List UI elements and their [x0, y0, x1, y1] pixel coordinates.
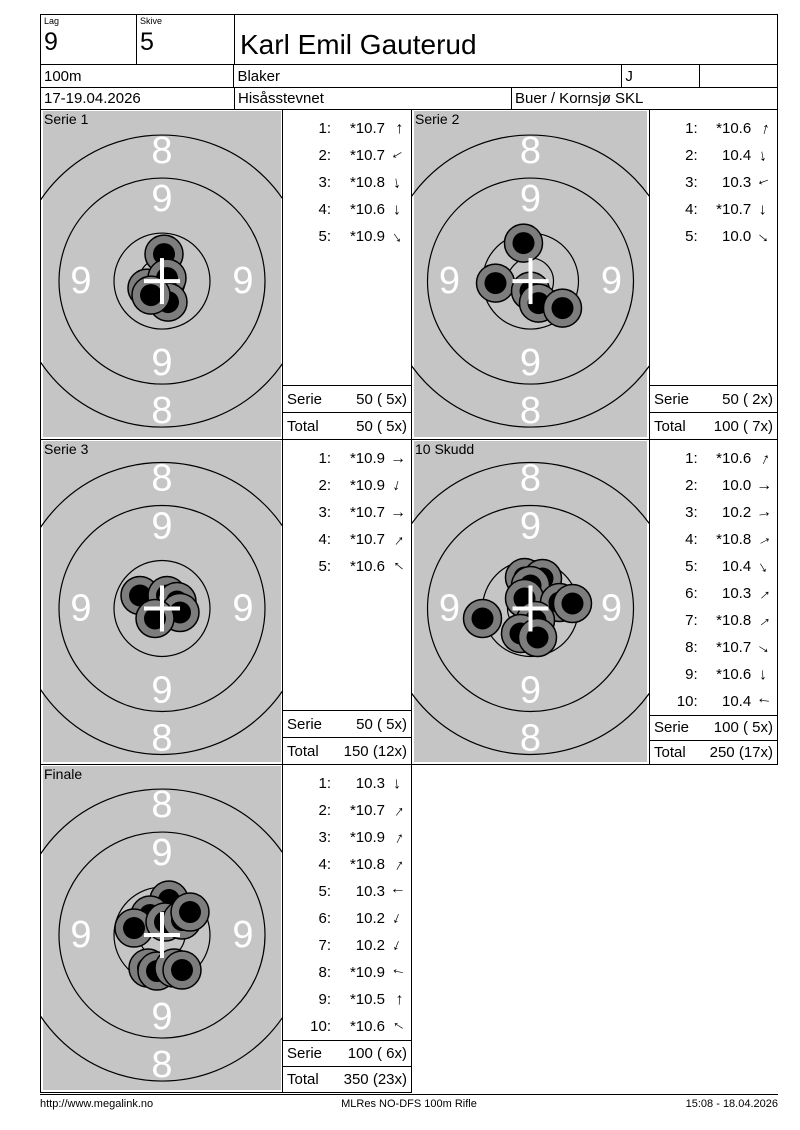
skive-value: 5: [140, 28, 154, 56]
sheet: [40, 14, 778, 1110]
shot-value: *10.6: [716, 450, 752, 467]
shot-value: *10.7: [716, 201, 752, 218]
shot-row: [283, 499, 411, 526]
shot-row: [650, 688, 777, 715]
arrow-icon: →: [753, 118, 774, 139]
shot-direction-arrow: [385, 826, 411, 849]
shot-number: 10:: [676, 693, 698, 710]
ring-number: 9: [151, 996, 173, 1039]
shot-rows: [650, 440, 777, 715]
shot-direction-arrow: [385, 775, 411, 792]
lag-label: Lag: [44, 16, 60, 26]
arrow-icon: →: [387, 908, 410, 930]
total-summary-row-value: 100 ( 7x): [713, 417, 773, 435]
shot-direction-arrow: [385, 504, 411, 521]
shot-number: 5:: [318, 558, 331, 575]
shot-row: [283, 770, 411, 797]
ring-number: 9: [232, 914, 254, 957]
arrow-icon: →: [387, 145, 410, 168]
ring-number: 9: [151, 342, 173, 385]
total-summary-row: [283, 412, 411, 439]
serie-summary-row-label: Serie: [287, 715, 323, 733]
shot-value: 10.2: [355, 910, 385, 927]
shot-number: 4:: [318, 531, 331, 548]
shot-value: *10.7: [716, 639, 752, 656]
shot-direction-arrow: [751, 666, 777, 683]
shot-row: [650, 553, 777, 580]
panel-10-skudd: [412, 440, 650, 765]
serie-summary-row: [283, 385, 411, 412]
shot-row: [283, 986, 411, 1013]
arrow-icon: →: [385, 799, 410, 823]
shot-direction-arrow: [385, 145, 411, 168]
ring-number: 8: [519, 390, 542, 433]
shot-hole: [464, 599, 502, 637]
serie-summary-row: [650, 385, 777, 412]
shot-value: *10.6: [716, 120, 752, 137]
shot-direction-arrow: [751, 504, 777, 521]
shot-value: 10.4: [722, 558, 752, 575]
shot-row: [283, 1013, 411, 1040]
shot-direction-arrow: [751, 693, 777, 710]
shot-hole: [163, 951, 201, 989]
shot-value: 10.3: [355, 775, 385, 792]
total-summary-row: [650, 412, 777, 439]
ring-number: 9: [151, 832, 173, 875]
arrow-icon: →: [756, 202, 774, 218]
shot-number: 7:: [685, 612, 698, 629]
ring-number: 8: [151, 1044, 173, 1087]
target-diagram: [41, 765, 283, 1092]
ring-number: 9: [519, 342, 542, 385]
shot-row: [650, 634, 777, 661]
target-diagram: [41, 110, 283, 439]
arrow-icon: →: [389, 121, 406, 137]
shot-value: 10.4: [722, 693, 752, 710]
shot-value: *10.6: [349, 201, 385, 218]
ring-number: 9: [519, 505, 542, 548]
shot-rows: [650, 110, 777, 250]
ring-number: 9: [519, 178, 542, 221]
lag-cell: [41, 15, 136, 64]
shot-row: [650, 196, 777, 223]
shot-row: [650, 607, 777, 634]
shot-row: [283, 878, 411, 905]
shot-number: 8:: [318, 964, 331, 981]
shot-hole: [171, 893, 209, 931]
shot-rows: [283, 440, 411, 580]
arrow-icon: →: [754, 146, 775, 166]
serie-summary-row-label: Serie: [287, 1045, 323, 1062]
shot-number: 5:: [318, 228, 331, 245]
shot-number: 3:: [318, 829, 331, 846]
shot-direction-arrow: [385, 935, 411, 957]
arrow-icon: →: [388, 963, 408, 984]
shot-value: *10.7: [349, 802, 385, 819]
shot-number: 5:: [685, 558, 698, 575]
skive-label: Skive: [140, 16, 163, 26]
shot-row: [283, 553, 411, 580]
arrow-icon: →: [388, 476, 409, 497]
shot-number: 1:: [685, 450, 698, 467]
arrow-icon: →: [389, 201, 408, 219]
shot-row: [283, 142, 411, 169]
shot-direction-arrow: [385, 174, 411, 191]
shot-row: [650, 445, 777, 472]
arrow-icon: →: [386, 225, 410, 249]
panel-finale: [40, 765, 283, 1093]
arrow-icon: →: [386, 826, 409, 849]
ring-number: 9: [70, 260, 92, 303]
shot-direction-arrow: [385, 1015, 411, 1039]
shot-number: 1:: [318, 775, 331, 792]
shot-value: 10.3: [722, 174, 752, 191]
shot-list: [283, 110, 412, 440]
shot-number: 2:: [318, 477, 331, 494]
shot-direction-arrow: [385, 991, 411, 1008]
shot-value: *10.6: [716, 666, 752, 683]
arrow-icon: →: [753, 172, 775, 195]
shot-number: 4:: [685, 201, 698, 218]
arrow-icon: →: [387, 935, 410, 957]
ring-number: 8: [151, 130, 173, 173]
shot-value: 10.2: [355, 937, 385, 954]
ring-number: 8: [519, 457, 542, 500]
shot-row: [283, 196, 411, 223]
shot-row: [650, 115, 777, 142]
total-summary-row: [650, 740, 777, 765]
shot-value: 10.0: [722, 477, 752, 494]
ring-number: 8: [151, 457, 173, 500]
shot-list: [283, 440, 412, 765]
shot-number: 5:: [685, 228, 698, 245]
panel-serie-2: [412, 110, 650, 440]
shot-value: *10.9: [349, 829, 385, 846]
ring-number: 8: [519, 130, 542, 173]
shot-value: *10.6: [349, 1018, 385, 1035]
target-diagram: [412, 110, 649, 439]
class-cell: J: [621, 65, 699, 87]
arrow-icon: →: [389, 775, 408, 793]
shot-value: 10.2: [722, 504, 752, 521]
shot-list: [650, 440, 778, 765]
shot-number: 4:: [685, 531, 698, 548]
target-diagram: [41, 440, 283, 764]
shot-number: 2:: [318, 147, 331, 164]
total-summary-row-label: Total: [287, 417, 319, 435]
shot-value: *10.7: [349, 120, 385, 137]
shot-row: [283, 932, 411, 959]
panel-row-1: [40, 110, 778, 440]
arrow-icon: →: [385, 528, 410, 552]
total-summary-row-value: 250 (17x): [709, 743, 773, 761]
panel-serie-3: [40, 440, 283, 765]
panel-label: Finale: [44, 766, 83, 782]
header-empty-cell: [699, 65, 777, 87]
total-summary-row: [283, 1066, 411, 1092]
shot-value: 10.3: [722, 585, 752, 602]
shot-number: 5:: [318, 883, 331, 900]
ring-number: 9: [438, 260, 461, 303]
shot-row: [283, 526, 411, 553]
shot-row: [650, 661, 777, 688]
total-summary-row-label: Total: [654, 743, 686, 761]
shot-value: *10.9: [349, 228, 385, 245]
shot-direction-arrow: [751, 528, 777, 551]
serie-summary-row-label: Serie: [654, 719, 690, 737]
total-summary-row: [283, 737, 411, 764]
shot-number: 2:: [685, 147, 698, 164]
shot-number: 3:: [685, 174, 698, 191]
total-summary-row-label: Total: [287, 742, 319, 760]
shot-number: 1:: [685, 120, 698, 137]
shot-number: 4:: [318, 201, 331, 218]
shot-row: [283, 445, 411, 472]
shot-number: 1:: [318, 450, 331, 467]
ring-number: 9: [600, 260, 623, 303]
date-range-cell: 17-19.04.2026: [44, 90, 141, 107]
shot-number: 3:: [685, 504, 698, 521]
shot-direction-arrow: [385, 883, 411, 900]
shot-number: 8:: [685, 639, 698, 656]
ring-number: 8: [151, 390, 173, 433]
shot-number: 6:: [318, 910, 331, 927]
shot-number: 10:: [310, 1018, 331, 1035]
shot-number: 1:: [318, 120, 331, 137]
arrow-icon: →: [386, 555, 410, 580]
shot-value: 10.4: [722, 147, 752, 164]
serie-summary-row-label: Serie: [654, 390, 690, 408]
shot-row: [283, 472, 411, 499]
shot-value: *10.8: [349, 856, 385, 873]
shot-direction-arrow: [751, 608, 777, 633]
shot-direction-arrow: [751, 201, 777, 218]
shot-direction-arrow: [751, 224, 777, 249]
panel-label: Serie 3: [44, 441, 89, 457]
shot-direction-arrow: [385, 201, 411, 218]
shot-row: [650, 472, 777, 499]
arrow-icon: →: [752, 581, 776, 606]
serie-summary-row-value: 50 ( 5x): [356, 390, 407, 408]
arrow-icon: →: [388, 173, 409, 193]
shot-number: 2:: [318, 802, 331, 819]
ring-number: 9: [151, 178, 173, 221]
arrow-icon: →: [753, 636, 776, 660]
total-summary-row-value: 50 ( 5x): [356, 417, 407, 435]
arrow-icon: →: [756, 477, 773, 494]
ring-number: 8: [151, 784, 173, 827]
shot-direction-arrow: [385, 120, 411, 137]
shot-direction-arrow: [385, 528, 411, 552]
footer-timestamp: 15:08 - 18.04.2026: [685, 1098, 778, 1110]
ring-number: 9: [438, 587, 461, 630]
header-row-3: [40, 88, 778, 110]
shot-value: *10.8: [716, 531, 752, 548]
ring-number: 9: [151, 505, 173, 548]
arrow-icon: →: [388, 991, 407, 1009]
panel-row-3: [40, 765, 778, 1093]
ring-number: 9: [151, 669, 173, 712]
shot-number: 6:: [685, 585, 698, 602]
shot-direction-arrow: [751, 581, 777, 606]
shot-row: [283, 959, 411, 986]
panel-row-2: [40, 440, 778, 765]
panel-label: Serie 2: [415, 111, 460, 127]
target-diagram: [412, 440, 649, 764]
shot-value: *10.7: [349, 504, 385, 521]
ring-number: 8: [151, 717, 173, 760]
ring-number: 9: [519, 669, 542, 712]
shot-row: [650, 223, 777, 250]
arrow-icon: →: [755, 666, 774, 684]
shot-list: [650, 110, 778, 440]
shot-row: [283, 851, 411, 878]
shot-direction-arrow: [751, 147, 777, 164]
serie-summary-row-label: Serie: [287, 390, 323, 408]
total-summary-row-value: 350 (23x): [343, 1071, 407, 1088]
shot-number: 4:: [318, 856, 331, 873]
shot-number: 2:: [685, 477, 698, 494]
shot-number: 9:: [318, 991, 331, 1008]
panels-grid: [40, 110, 778, 1093]
shot-direction-arrow: [751, 120, 777, 137]
shot-number: 9:: [685, 666, 698, 683]
ring-number: 9: [70, 914, 92, 957]
footer-report-name: MLRes NO-DFS 100m Rifle: [341, 1098, 477, 1110]
shot-direction-arrow: [385, 450, 411, 467]
total-summary-row-value: 150 (12x): [343, 742, 407, 760]
arrow-icon: →: [390, 450, 406, 467]
ring-number: 9: [600, 587, 623, 630]
arrow-icon: →: [754, 502, 774, 523]
ring-number: 9: [232, 587, 254, 630]
shot-hole: [519, 618, 557, 656]
event-name-cell: Hisåsstevnet: [234, 88, 511, 109]
arrow-icon: →: [390, 504, 406, 521]
shot-hole: [505, 224, 543, 262]
shot-value: *10.9: [349, 964, 385, 981]
arrow-icon: →: [753, 555, 776, 579]
shot-row: [650, 580, 777, 607]
shot-value: *10.7: [349, 531, 385, 548]
arrow-icon: →: [752, 447, 775, 470]
shot-number: 3:: [318, 174, 331, 191]
total-summary-row-label: Total: [287, 1071, 319, 1088]
ring-number: 9: [232, 260, 254, 303]
shot-direction-arrow: [385, 799, 411, 823]
shot-value: *10.9: [349, 477, 385, 494]
shot-direction-arrow: [751, 636, 777, 660]
skive-cell: [136, 15, 234, 64]
shot-row: [283, 223, 411, 250]
shot-row: [650, 142, 777, 169]
serie-summary-row-value: 100 ( 5x): [713, 719, 773, 737]
panel-serie-1: [40, 110, 283, 440]
organizer-cell: Buer / Kornsjø SKL: [511, 88, 777, 109]
shot-row: [283, 797, 411, 824]
shot-number: 3:: [318, 504, 331, 521]
lag-value: 9: [44, 28, 58, 56]
shot-value: *10.6: [349, 558, 385, 575]
shooter-name: Karl Emil Gauterud: [234, 15, 777, 64]
arrow-icon: →: [752, 528, 775, 551]
arrow-icon: →: [752, 608, 776, 633]
arrow-icon: →: [752, 224, 777, 249]
shot-rows: [283, 765, 411, 1040]
shot-hole: [544, 289, 582, 327]
shot-row: [283, 824, 411, 851]
shot-hole: [554, 584, 592, 622]
ring-number: 9: [70, 587, 92, 630]
distance-cell: 100m: [44, 67, 82, 85]
panel-label: 10 Skudd: [415, 441, 475, 457]
shot-direction-arrow: [385, 963, 411, 984]
shot-direction-arrow: [385, 853, 411, 876]
shot-row: [650, 526, 777, 553]
shot-direction-arrow: [751, 555, 777, 579]
shot-value: *10.5: [349, 991, 385, 1008]
shot-row: [650, 499, 777, 526]
footer: [40, 1094, 778, 1110]
panel-label: Serie 1: [44, 111, 89, 127]
shot-row: [283, 905, 411, 932]
shot-direction-arrow: [385, 476, 411, 497]
club-cell: Blaker: [233, 65, 621, 87]
shot-direction-arrow: [751, 172, 777, 195]
header-row-1: [40, 14, 778, 65]
shot-direction-arrow: [385, 555, 411, 580]
shot-direction-arrow: [751, 447, 777, 470]
shot-rows: [283, 110, 411, 250]
shot-value: *10.8: [349, 174, 385, 191]
ring-number: 8: [519, 717, 542, 760]
shot-value: 10.0: [722, 228, 752, 245]
shot-row: [283, 169, 411, 196]
arrow-icon: →: [386, 853, 409, 876]
shot-direction-arrow: [751, 477, 777, 494]
footer-url: http://www.megalink.no: [40, 1098, 154, 1110]
serie-summary-row: [650, 715, 777, 740]
shot-row: [283, 115, 411, 142]
shot-number: 7:: [318, 937, 331, 954]
shot-direction-arrow: [385, 908, 411, 930]
shot-row: [650, 169, 777, 196]
shot-value: *10.7: [349, 147, 385, 164]
arrow-icon: →: [755, 693, 774, 712]
serie-summary-row-value: 50 ( 5x): [356, 715, 407, 733]
header-row-2: [40, 65, 778, 88]
shot-hole: [136, 599, 174, 637]
serie-summary-row-value: 100 ( 6x): [347, 1045, 407, 1062]
arrow-icon: →: [386, 1015, 410, 1039]
shot-value: 10.3: [355, 883, 385, 900]
serie-summary-row-value: 50 ( 2x): [722, 390, 773, 408]
total-summary-row-label: Total: [654, 417, 686, 435]
shot-direction-arrow: [385, 225, 411, 249]
serie-summary-row: [283, 710, 411, 737]
shot-hole: [477, 264, 515, 302]
shot-value: *10.9: [349, 450, 385, 467]
serie-summary-row: [283, 1040, 411, 1066]
shot-value: *10.8: [716, 612, 752, 629]
shot-list: [283, 765, 412, 1093]
arrow-icon: →: [390, 884, 406, 901]
